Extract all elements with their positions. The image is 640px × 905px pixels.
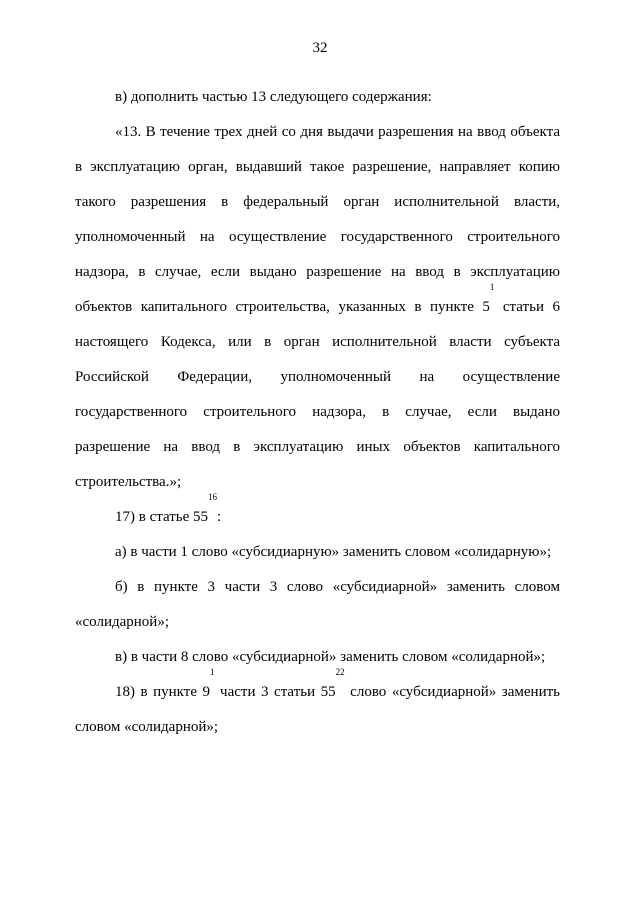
- paragraph-2-line-8: Российской Федерации, уполномоченный на осуществление: [75, 369, 560, 385]
- paragraph-2-line-7: настоящего Кодекса, или в орган исполнительной власти субъекта: [75, 334, 560, 350]
- paragraph-2-line-10: разрешение на ввод в эксплуатацию иных объектов капитального: [75, 439, 560, 455]
- superscript: 16: [208, 492, 218, 502]
- paragraph-2-line-5: надзора, в случае, если выдано разрешение на ввод в эксплуатацию: [75, 264, 560, 280]
- paragraph-1: в) дополнить частью 13 следующего содержания:: [115, 89, 432, 105]
- document-body: [75, 80, 560, 745]
- paragraph-7-line-2: словом «солидарной»;: [75, 719, 219, 735]
- paragraph-5-line-2: «солидарной»;: [75, 614, 169, 630]
- text-run: слово «субсидиарной» заменить: [344, 684, 560, 700]
- text-run: части 3 статьи 55: [214, 684, 336, 700]
- superscript: 1: [210, 667, 215, 677]
- paragraph-2-line-9: государственного строительного надзора, в случае, если выдано: [75, 404, 560, 420]
- text-run: объектов капитального строительства, указанных в пункте 5: [75, 299, 490, 315]
- page-number: 32: [312, 40, 328, 56]
- text-run: :: [217, 509, 222, 525]
- text-run: статьи 6: [494, 299, 560, 315]
- paragraph-2-line-6: [75, 282, 560, 325]
- paragraph-2-line-2: в эксплуатацию орган, выдавший такое разрешение, направляет копию: [75, 159, 560, 175]
- paragraph-7: [75, 667, 560, 745]
- text-run: 17) в статье 55: [115, 509, 209, 525]
- paragraph-2-line-4: уполномоченный на осуществление государственного строительного: [75, 229, 560, 245]
- paragraph-5-line-1: б) в пункте 3 части 3 слово «субсидиарной» заменить словом: [115, 579, 560, 595]
- paragraph-3: [75, 492, 560, 535]
- text-run: 18) в пункте 9: [115, 684, 211, 700]
- paragraph-2-line-11: строительства.»;: [75, 474, 182, 490]
- paragraph-2-line-1: «13. В течение трех дней со дня выдачи разрешения на ввод объекта: [115, 124, 560, 140]
- paragraph-2-line-3: такого разрешения в федеральный орган исполнительной власти,: [75, 194, 560, 210]
- superscript: 1: [489, 282, 495, 292]
- superscript: 22: [335, 667, 345, 677]
- paragraph-5: [75, 570, 560, 640]
- paragraph-2: [75, 115, 560, 500]
- paragraph-7-line-1: [75, 667, 560, 710]
- paragraph-4: а) в части 1 слово «субсидиарную» заменить словом «солидарную»;: [115, 544, 552, 560]
- paragraph-6: в) в части 8 слово «субсидиарной» заменить словом «солидарной»;: [115, 649, 546, 665]
